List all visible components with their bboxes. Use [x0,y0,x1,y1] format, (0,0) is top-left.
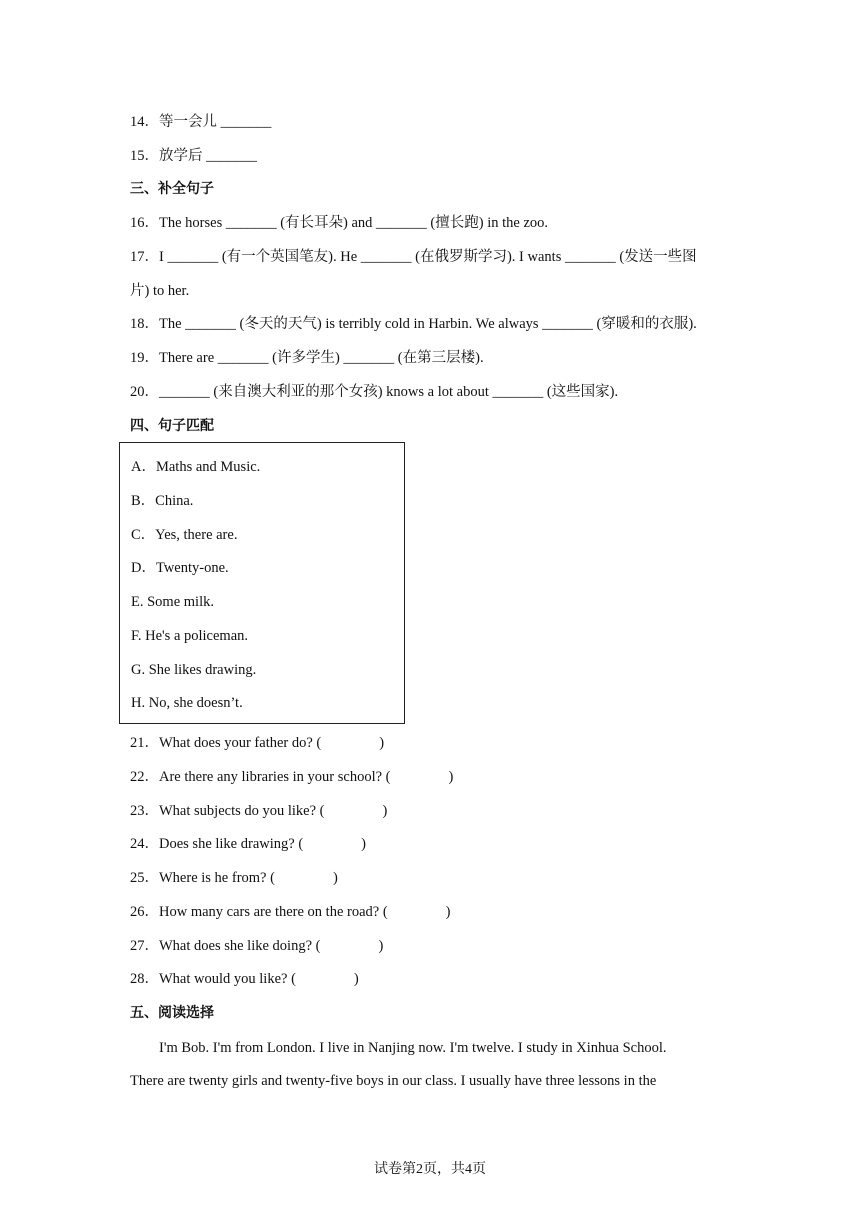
question-27: 27．What does she like doing? ( ) [130,938,384,954]
section-3-heading: 三、补全句子 [130,181,214,197]
question-24: 24．Does she like drawing? ( ) [130,836,366,852]
question-14: 14．等一会儿 _______ [130,114,272,130]
question-28: 28．What would you like? ( ) [130,971,359,987]
question-15: 15．放学后 _______ [130,148,257,164]
question-16: 16．The horses _______ (有长耳朵) and _______ (擅长跑) in the zoo. [130,215,549,231]
question-23: 23．What subjects do you like? ( ) [130,803,388,819]
option-e: E. Some milk. [131,594,214,610]
reading-line-1: I'm Bob. I'm from London. I live in Nanjing now. I'm twelve. I study in Xinhua School. [159,1040,667,1056]
option-f: F. He's a policeman. [131,628,249,644]
option-d: D．Twenty-one. [131,560,229,576]
question-19: 19．There are _______ (许多学生) _______ (在第三层楼). [130,350,484,366]
question-17-line-2: 片) to her. [130,283,190,299]
section-4-heading: 四、句子匹配 [130,418,214,434]
section-5-heading: 五、阅读选择 [130,1005,214,1021]
option-g: G. She likes drawing. [131,662,257,678]
page-footer: 试卷第2页，共4页 [374,1162,486,1177]
reading-line-2: There are twenty girls and twenty-five boys in our class. I usually have three lessons in the [130,1073,657,1089]
question-25: 25．Where is he from? ( ) [130,870,338,886]
option-c: C．Yes, there are. [131,527,238,543]
question-22: 22．Are there any libraries in your school? ( ) [130,769,454,785]
question-20: 20．_______ (来自澳大利亚的那个女孩) knows a lot about _______ (这些国家). [130,384,619,400]
options-box [119,442,405,724]
option-b: B．China. [131,493,194,509]
option-h: H. No, she doesn’t. [131,695,243,711]
question-18: 18．The _______ (冬天的天气) is terribly cold in Harbin. We always _______ (穿暖和的衣服). [130,316,697,332]
option-a: A．Maths and Music. [131,459,261,475]
question-17-line-1: 17．I _______ (有一个英国笔友). He _______ (在俄罗斯学习). I wants _______ (发送一些图 [130,249,697,265]
question-26: 26．How many cars are there on the road? ( ) [130,904,451,920]
question-21: 21．What does your father do? ( ) [130,735,385,751]
